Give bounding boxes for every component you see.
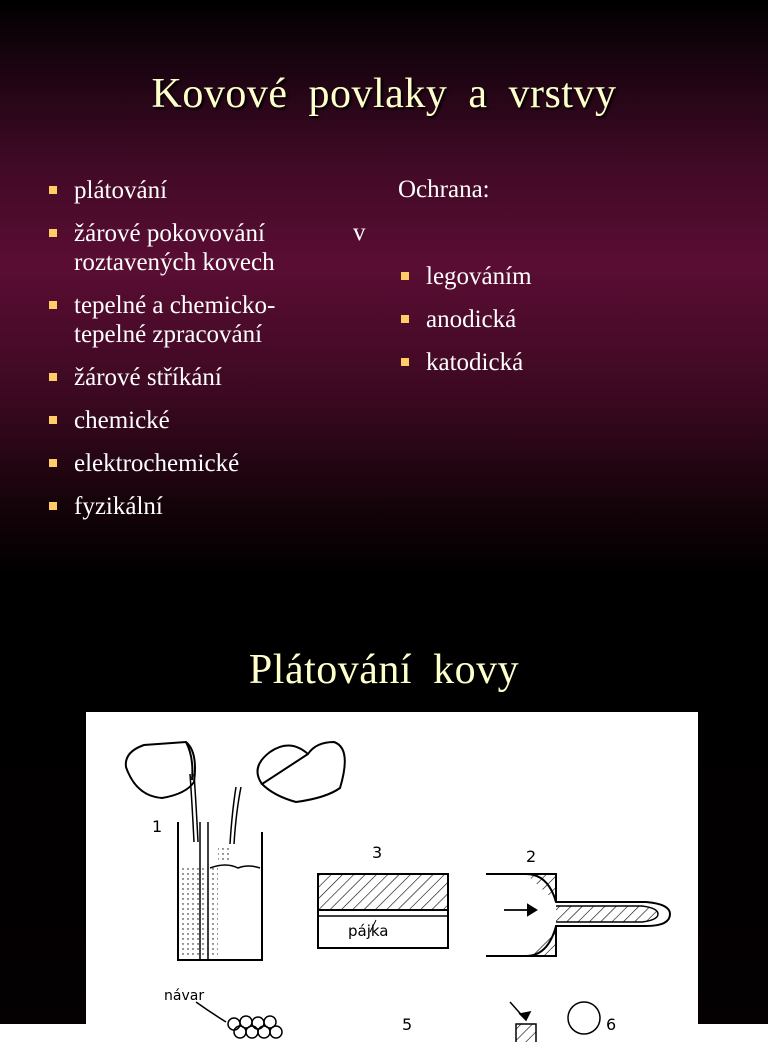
bullet-square-icon (401, 358, 409, 366)
bullet-square-icon (49, 459, 57, 467)
weld-deposit (196, 1002, 282, 1038)
list-item: chemické (46, 406, 376, 435)
rolling-die (486, 874, 670, 956)
bullet-square-icon (49, 229, 57, 237)
list-item: fyzikální (46, 492, 376, 521)
protection-heading: Ochrana: (398, 176, 490, 203)
figure-label-2: 2 (526, 847, 537, 866)
protection-list (398, 262, 698, 391)
list-item: žárové stříkání (46, 363, 376, 392)
list-item: katodická (398, 348, 698, 377)
coating-methods-list (46, 176, 376, 535)
list-item: elektrochemické (46, 449, 376, 478)
cladding-diagram (86, 712, 698, 1042)
slide-2 (0, 576, 768, 1034)
solder-label: pájka (348, 922, 389, 940)
bullet-square-icon (49, 373, 57, 381)
list-item: plátování (46, 176, 376, 205)
bullet-square-icon (49, 416, 57, 424)
figure-label-5: 5 (402, 1015, 413, 1034)
list-item: tepelné a chemicko-tepelné zpracování (46, 291, 344, 349)
slide-2-title: Plátování kovy (248, 647, 520, 693)
slide-1-title: Kovové povlaky a vrstvy (151, 71, 617, 117)
pouring-cup-right (230, 742, 345, 844)
cladding-figure (86, 712, 698, 1042)
v-word: v (353, 219, 366, 246)
list-item: anodická (398, 305, 698, 334)
weld-label: návar (164, 988, 205, 1004)
figure-label-6: 6 (606, 1015, 617, 1034)
list-item: žárové pokovování roztavených kovech (46, 219, 376, 277)
spray-nozzle (510, 1002, 600, 1042)
bullet-square-icon (401, 315, 409, 323)
bullet-square-icon (49, 186, 57, 194)
bullet-square-icon (49, 502, 57, 510)
bullet-square-icon (49, 301, 57, 309)
figure-label-1: 1 (152, 817, 163, 836)
bullet-square-icon (401, 272, 409, 280)
list-item: legováním (398, 262, 698, 291)
casting-vessel (178, 822, 262, 960)
figure-label-3: 3 (372, 843, 383, 862)
